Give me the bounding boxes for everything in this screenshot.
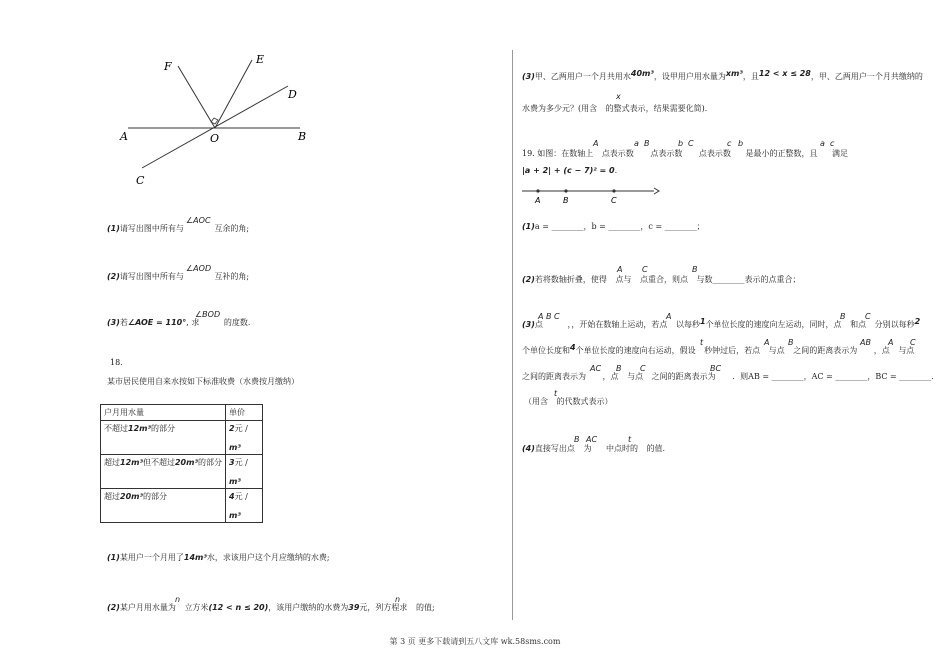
cell-tier3: 超过20m³的部分 xyxy=(101,489,226,523)
q2-angle: ∠AOD xyxy=(186,264,212,273)
p19-q1: (1)a = ________，b = ________，c = ________； xyxy=(522,222,705,231)
p18-q1: (1)某用户一个月用了14m³水，求该用户这个月应缴纳的水费; xyxy=(107,553,330,562)
angle-diagram xyxy=(110,48,320,198)
q3-mid: , 求 xyxy=(186,318,200,327)
p19-q2: (2)若将数轴折叠，使得 A 点与 C 点重合，则点 B 与数________表示的点重合； xyxy=(522,265,801,284)
table-row xyxy=(101,455,263,489)
cell-price2: 3元 / m³ xyxy=(226,455,263,489)
header-usage: 户月用水量 xyxy=(101,405,226,421)
left-q3 xyxy=(107,310,251,328)
number-line-arrow xyxy=(654,188,659,194)
problem-19-intro: 19. 如图：在数轴上 A 点表示数 a B 点表示数 b C 点表示数 c b 是最小的正整数，且 a c 满足 xyxy=(522,139,848,158)
p19-q3-line4: （用含 t 的代数式表示） xyxy=(524,389,613,406)
point-c-label: C xyxy=(611,196,617,205)
p19-q3-line1: (3)点 A B C ，，开始在数轴上运动，若点 A 以每秒1个单位长度的速度向左运动，同时，点 B 和点 C 分别以每秒2 xyxy=(522,312,921,329)
cell-tier1: 不超过12m³的部分 xyxy=(101,421,226,455)
fee-table xyxy=(100,404,263,523)
line-cd xyxy=(142,86,288,168)
label-c: C xyxy=(136,174,145,187)
point-b xyxy=(564,189,567,192)
q3-cond: ∠AOE = 110° xyxy=(127,318,187,327)
right-q3-line1: (3)甲、乙两用户一个月共用水40m³，设甲用户用水量为xm³，且12 < x ≤ 28，甲、乙两用户一个月共缴纳的 xyxy=(522,69,923,81)
label-f: F xyxy=(164,60,172,73)
label-e: E xyxy=(256,53,265,66)
header-price: 单价 xyxy=(226,405,263,421)
cell-price1: 2元 / m³ xyxy=(226,421,263,455)
label-o: O xyxy=(210,132,220,145)
q1-suffix: 互余的角; xyxy=(214,224,250,233)
table-row xyxy=(101,489,263,523)
cell-tier2: 超过12m³但不超过20m³的部分 xyxy=(101,455,226,489)
label-a: A xyxy=(120,130,128,143)
p19-q4: (4)直接写出点 B 为 AC 中点时的 t 的值. xyxy=(522,435,666,453)
p19-q3-line3: 之间的距离表示为 AC ，点 B 与点 C 之间的距离表示为 BC ．则AB = ________，AC = ________，BC = ________． xyxy=(522,364,940,381)
left-q2 xyxy=(107,264,250,282)
table-row xyxy=(101,405,263,421)
q3-prefix: (3) xyxy=(107,318,120,327)
p19-q3-line2: 个单位长度和4个单位长度的速度向右运动，假设 t 秒钟过后，若点 A 与点 B 之间的距离表示为 AB ，点 A 与点 C xyxy=(522,338,916,355)
problem-18-intro: 某市居民使用自来水按如下标准收费（水费按月缴纳） xyxy=(107,377,299,386)
q2-suffix: 互补的角; xyxy=(214,272,250,281)
q2-prefix: (2) xyxy=(107,272,120,281)
left-q1 xyxy=(107,216,250,234)
label-d: D xyxy=(288,88,297,101)
point-a-label: A xyxy=(535,196,541,205)
right-q3-line2: 水费为多少元？(用含 x 的整式表示，结果需要化简). xyxy=(522,92,708,113)
q3-suffix: 的度数. xyxy=(223,318,251,327)
ray-oe xyxy=(215,60,252,128)
table-row xyxy=(101,421,263,455)
problem-18-number: 18. xyxy=(110,358,123,367)
point-c xyxy=(612,189,615,192)
q1-text: 请写出图中所有与 xyxy=(119,224,184,233)
point-b-label: B xyxy=(563,196,569,205)
q2-text: 请写出图中所有与 xyxy=(119,272,184,281)
column-divider xyxy=(512,50,513,620)
p18-q2: (2)某户月用水量为 n 立方米(12 < n ≤ 20)，该用户缴纳的水费为39元，列方程求 n 的值; xyxy=(107,595,435,612)
point-a xyxy=(536,189,539,192)
label-b: B xyxy=(298,130,307,143)
q3-text: 若 xyxy=(119,318,128,327)
problem-19-equation: |a + 2| + (c − 7)² = 0. xyxy=(522,166,618,175)
q1-angle: ∠AOC xyxy=(186,216,211,225)
cell-price3: 4元 / m³ xyxy=(226,489,263,523)
q3-angle: ∠BOD xyxy=(195,310,221,319)
ray-of xyxy=(178,66,215,128)
number-line xyxy=(520,184,660,206)
q1-prefix: (1) xyxy=(107,224,120,233)
page-footer: 第 3 页 更多下载请到五八文库 wk.58sms.com xyxy=(389,637,561,646)
